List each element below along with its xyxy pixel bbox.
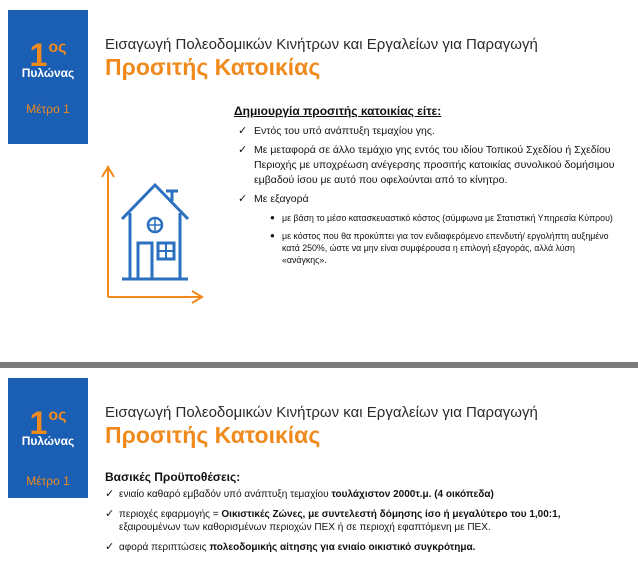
- check-icon: ✓: [105, 488, 115, 500]
- sub-list-item: ● με κόστος που θα προκύπτει για τον ενδιαφερόμενο επενδυτή/ εργολήπτη αυξημένο κατά 250%, ώστε να μην είναι συμφέρουσα η επιλογή εξαγοράς, αλλά λύση «ανάγκης».: [270, 231, 609, 265]
- house-growth-icon: [100, 155, 205, 305]
- check-icon: ✓: [238, 144, 248, 156]
- list-item: ✓ περιοχές εφαρμογής = Οικιστικές Ζώνες, με συντελεστή δόμησης ίσο ή μεγαλύτερο του 1,00:1, εξαιρουμένων των καθορισμένων περιοχών ΠΕΧ ή σε περιοχή εφαπτόμενη με ΠΕΧ.: [105, 507, 561, 533]
- measure-label: Μέτρο 1: [26, 102, 70, 116]
- list-item: ✓ Με μεταφορά σε άλλο τεμάχιο γης εντός του ιδίου Τοπικού Σχεδίου ή Σχεδίου Περιοχής με υποχρέωση ανέγερσης προσιτής κατοικίας συνολικού δομήσιμου εμβαδού ίσου με αυτό που οφελούνται από το κίνητρο.: [238, 144, 615, 186]
- bullet-dot-icon: ●: [270, 213, 275, 222]
- slide-2: [0, 368, 638, 586]
- slide-title-line2: Προσιτής Κατοικίας: [105, 54, 321, 80]
- list-item: ✓ Εντός του υπό ανάπτυξη τεμαχίου γης.: [238, 125, 435, 137]
- pillar-number: $1^{o\varsigma}$: [29, 37, 67, 73]
- measure-label: Μέτρο 1: [26, 474, 70, 488]
- slide-title-line1: Εισαγωγή Πολεοδομικών Κινήτρων και Εργαλείων για Παραγωγή: [105, 404, 538, 421]
- section-heading: Βασικές Προϋποθέσεις:: [105, 470, 241, 484]
- slide-title-line2: Προσιτής Κατοικίας: [105, 422, 321, 448]
- section-heading: Δημιουργία προσιτής κατοικίας είτε:: [234, 104, 442, 118]
- bullet-dot-icon: ●: [270, 231, 275, 240]
- sub-bullet-list: [254, 212, 618, 266]
- check-icon: ✓: [105, 507, 115, 520]
- list-item: ✓ ενιαίο καθαρό εμβαδόν υπό ανάπτυξη τεμαχίου τουλάχιστον 2000τ.μ. (4 οικόπεδα): [105, 488, 494, 500]
- check-icon: ✓: [238, 125, 248, 137]
- sub-list-item: ● με βάση το μέσο κατασκευαστικό κόστος (σύμφωνα με Στατιστική Υπηρεσία Κύπρου): [270, 213, 613, 223]
- check-icon: ✓: [238, 193, 248, 205]
- pillar-sidebar: [8, 378, 88, 498]
- list-item: ✓ Με εξαγορά ● με βάση το μέσο κατασκευαστικό κόστος (σύμφωνα με Στατιστική Υπηρεσία Κύπρου) ● με κόστος που θα προκύπτει για τον ενδιαφερόμενο επενδυτή/ εργολήπτη αυξημένο κατά 250%, ώστε να μην είναι συμφέρουσα η επιλογή εξαγοράς, αλλά λύση «ανάγκης».: [238, 192, 618, 266]
- pillar-number: $1^{o\varsigma}$: [29, 405, 67, 441]
- bullet-list: [238, 124, 618, 272]
- check-icon: ✓: [105, 540, 115, 553]
- pillar-sidebar: [8, 10, 88, 144]
- pillar-label: Πυλώνας: [21, 434, 75, 448]
- pillar-label: Πυλώνας: [21, 66, 75, 80]
- list-item: ✓ αφορά περιπτώσεις πολεοδομικής αίτησης για ενιαίο οικιστικό συγκρότημα.: [105, 540, 476, 553]
- slide-title-line1: Εισαγωγή Πολεοδομικών Κινήτρων και Εργαλείων για Παραγωγή: [105, 36, 538, 53]
- bullet-list: [105, 488, 625, 560]
